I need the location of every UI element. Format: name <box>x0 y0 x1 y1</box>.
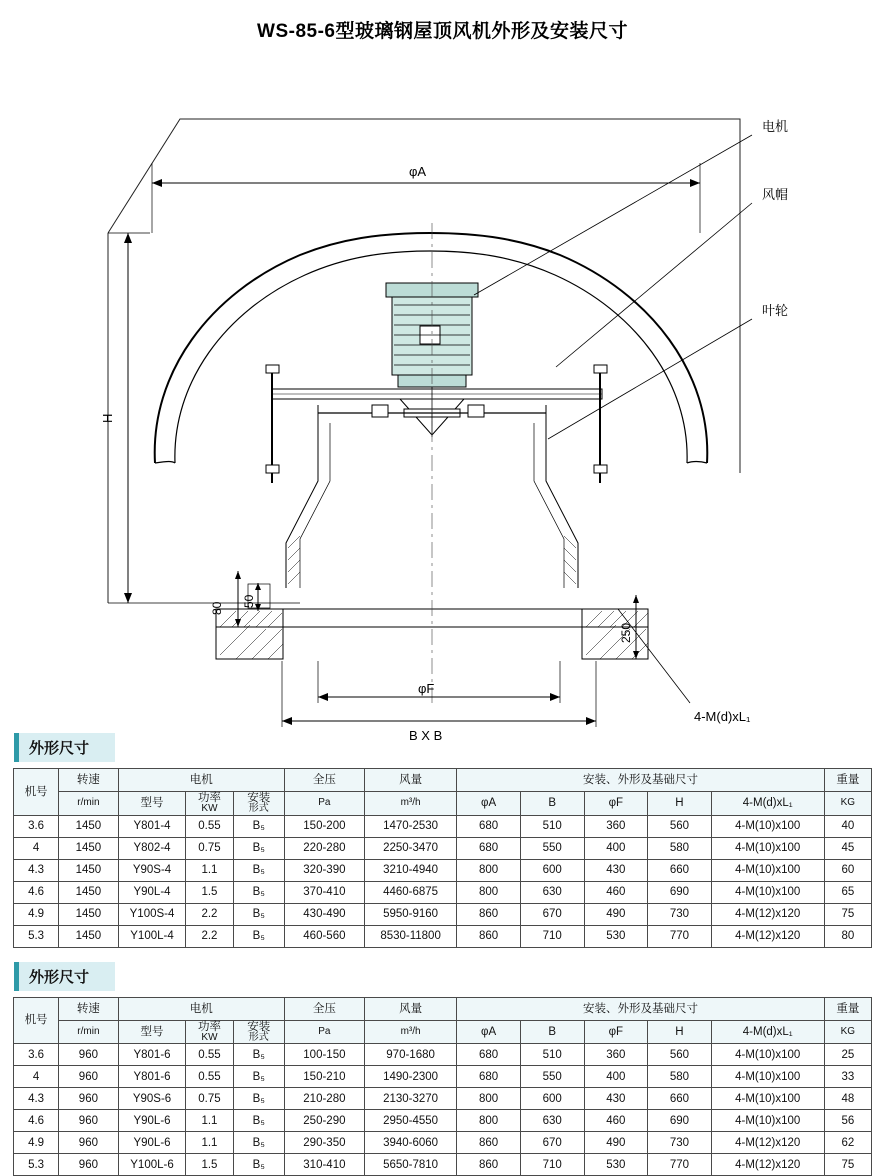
cell-phi-f: 490 <box>584 1132 648 1154</box>
table-row <box>14 859 872 881</box>
th-motor-group: 电机 <box>118 769 284 792</box>
cell-speed: 960 <box>59 1044 119 1066</box>
cell-mount: B₅ <box>233 837 284 859</box>
cell-bolts: 4-M(10)x100 <box>711 837 824 859</box>
cell-bolts: 4-M(10)x100 <box>711 881 824 903</box>
cell-airflow: 2950-4550 <box>364 1110 456 1132</box>
cell-weight: 25 <box>824 1044 871 1066</box>
table-row <box>14 1132 872 1154</box>
th-motor-mount: 安装 形式 <box>233 1020 284 1044</box>
cell-weight: 75 <box>824 903 871 925</box>
cell-h: 770 <box>648 925 712 947</box>
cell-bolts: 4-M(12)x120 <box>711 925 824 947</box>
cell-power: 0.55 <box>186 1066 233 1088</box>
cell-pressure: 150-200 <box>284 815 364 837</box>
th-airflow-unit: m³/h <box>364 1020 456 1044</box>
cell-weight: 33 <box>824 1066 871 1088</box>
cell-mount: B₅ <box>233 1088 284 1110</box>
cell-phi-a: 680 <box>457 1066 521 1088</box>
th-model: 机号 <box>14 769 59 816</box>
cell-power: 2.2 <box>186 925 233 947</box>
cell-model: 4.6 <box>14 1110 59 1132</box>
cell-airflow: 8530-11800 <box>364 925 456 947</box>
cell-b: 670 <box>520 1132 584 1154</box>
cell-weight: 48 <box>824 1088 871 1110</box>
th-motor-type: 型号 <box>118 792 186 816</box>
cell-phi-f: 460 <box>584 881 648 903</box>
cell-model: 5.3 <box>14 1154 59 1176</box>
cell-pressure: 430-490 <box>284 903 364 925</box>
cell-mount: B₅ <box>233 925 284 947</box>
cell-model: 4.9 <box>14 903 59 925</box>
cell-speed: 960 <box>59 1088 119 1110</box>
cell-speed: 960 <box>59 1110 119 1132</box>
cell-phi-a: 860 <box>457 903 521 925</box>
cell-h: 660 <box>648 859 712 881</box>
cell-airflow: 3940-6060 <box>364 1132 456 1154</box>
callout-wind-cap: 风帽 <box>762 187 789 202</box>
th-b: B <box>520 792 584 816</box>
cell-b: 710 <box>520 925 584 947</box>
cell-phi-f: 490 <box>584 903 648 925</box>
cell-type: Y100L-6 <box>118 1154 186 1176</box>
th-airflow: 风量 <box>364 997 456 1020</box>
cell-weight: 40 <box>824 815 871 837</box>
th-bolts: 4-M(d)xL₁ <box>711 1020 824 1044</box>
cell-pressure: 370-410 <box>284 881 364 903</box>
th-motor-type: 型号 <box>118 1020 186 1044</box>
cell-h: 690 <box>648 1110 712 1132</box>
cell-weight: 56 <box>824 1110 871 1132</box>
th-airflow: 风量 <box>364 769 456 792</box>
th-model: 机号 <box>14 997 59 1044</box>
cell-speed: 960 <box>59 1154 119 1176</box>
cell-model: 4 <box>14 1066 59 1088</box>
table-row <box>14 1088 872 1110</box>
cell-mount: B₅ <box>233 1110 284 1132</box>
cell-speed: 960 <box>59 1132 119 1154</box>
table-row <box>14 1110 872 1132</box>
cell-weight: 45 <box>824 837 871 859</box>
cell-power: 1.5 <box>186 1154 233 1176</box>
cell-airflow: 970-1680 <box>364 1044 456 1066</box>
dimension-h: H <box>100 413 115 423</box>
cell-weight: 80 <box>824 925 871 947</box>
cell-speed: 1450 <box>59 859 119 881</box>
table-row <box>14 815 872 837</box>
cell-type: Y90L-4 <box>118 881 186 903</box>
callout-motor: 电机 <box>762 119 789 134</box>
page-title: WS-85-6型玻璃钢屋顶风机外形及安装尺寸 <box>257 21 628 42</box>
cell-type: Y801-6 <box>118 1044 186 1066</box>
cell-pressure: 210-280 <box>284 1088 364 1110</box>
th-motor-power: 功率 KW <box>186 792 233 816</box>
section-2 <box>0 962 885 1176</box>
cell-phi-f: 530 <box>584 925 648 947</box>
th-motor-power: 功率 KW <box>186 1020 233 1044</box>
cell-b: 670 <box>520 903 584 925</box>
th-weight-unit: KG <box>824 792 871 816</box>
cell-pressure: 250-290 <box>284 1110 364 1132</box>
cell-type: Y802-4 <box>118 837 186 859</box>
cell-phi-f: 360 <box>584 815 648 837</box>
cell-h: 660 <box>648 1088 712 1110</box>
cell-type: Y801-6 <box>118 1066 186 1088</box>
cell-phi-a: 800 <box>457 859 521 881</box>
cell-power: 0.55 <box>186 815 233 837</box>
th-phi-a: φA <box>457 1020 521 1044</box>
cell-type: Y90L-6 <box>118 1132 186 1154</box>
cell-speed: 960 <box>59 1066 119 1088</box>
dimension-phi-a: φA <box>409 164 427 179</box>
cell-airflow: 5950-9160 <box>364 903 456 925</box>
cell-speed: 1450 <box>59 881 119 903</box>
table-row <box>14 1066 872 1088</box>
cell-bolts: 4-M(12)x120 <box>711 1154 824 1176</box>
cell-bolts: 4-M(10)x100 <box>711 1066 824 1088</box>
cell-phi-a: 680 <box>457 1044 521 1066</box>
section-heading-1: 外形尺寸 <box>14 733 115 762</box>
spec-table-1 <box>13 768 872 948</box>
th-phi-f: φF <box>584 1020 648 1044</box>
th-motor-group: 电机 <box>118 997 284 1020</box>
th-phi-f: φF <box>584 792 648 816</box>
cell-airflow: 1490-2300 <box>364 1066 456 1088</box>
spec-table-2-body <box>14 1044 872 1176</box>
th-weight: 重量 <box>824 997 871 1020</box>
callout-impeller: 叶轮 <box>762 303 789 318</box>
cell-mount: B₅ <box>233 881 284 903</box>
cell-mount: B₅ <box>233 1066 284 1088</box>
table-row <box>14 881 872 903</box>
cell-weight: 60 <box>824 859 871 881</box>
cell-model: 4.3 <box>14 1088 59 1110</box>
cell-h: 560 <box>648 815 712 837</box>
th-airflow-unit: m³/h <box>364 792 456 816</box>
cell-phi-f: 530 <box>584 1154 648 1176</box>
cell-h: 730 <box>648 1132 712 1154</box>
cell-bolts: 4-M(10)x100 <box>711 1044 824 1066</box>
th-pressure: 全压 <box>284 769 364 792</box>
cell-pressure: 150-210 <box>284 1066 364 1088</box>
cell-type: Y90S-6 <box>118 1088 186 1110</box>
cell-mount: B₅ <box>233 1044 284 1066</box>
dimension-bxb: B X B <box>409 728 443 743</box>
cell-bolts: 4-M(12)x120 <box>711 903 824 925</box>
cell-phi-f: 460 <box>584 1110 648 1132</box>
cell-b: 550 <box>520 1066 584 1088</box>
cell-power: 0.75 <box>186 837 233 859</box>
cell-power: 1.5 <box>186 881 233 903</box>
cell-h: 690 <box>648 881 712 903</box>
table-row <box>14 925 872 947</box>
cell-h: 730 <box>648 903 712 925</box>
cell-bolts: 4-M(10)x100 <box>711 815 824 837</box>
spec-table-1-body <box>14 815 872 947</box>
th-h: H <box>648 1020 712 1044</box>
th-phi-a: φA <box>457 792 521 816</box>
table-row <box>14 1044 872 1066</box>
cell-weight: 75 <box>824 1154 871 1176</box>
th-dims-group: 安装、外形及基础尺寸 <box>457 769 824 792</box>
cell-pressure: 460-560 <box>284 925 364 947</box>
cell-speed: 1450 <box>59 903 119 925</box>
cell-bolts: 4-M(10)x100 <box>711 859 824 881</box>
cell-mount: B₅ <box>233 815 284 837</box>
cell-pressure: 320-390 <box>284 859 364 881</box>
table-row <box>14 903 872 925</box>
cell-airflow: 4460-6875 <box>364 881 456 903</box>
dimension-250: 250 <box>619 622 633 643</box>
cell-b: 600 <box>520 859 584 881</box>
cell-type: Y90L-6 <box>118 1110 186 1132</box>
cell-model: 4.6 <box>14 881 59 903</box>
cell-type: Y100L-4 <box>118 925 186 947</box>
cell-phi-a: 680 <box>457 815 521 837</box>
cell-b: 600 <box>520 1088 584 1110</box>
cell-model: 4 <box>14 837 59 859</box>
cell-model: 4.9 <box>14 1132 59 1154</box>
th-weight-unit: KG <box>824 1020 871 1044</box>
cell-model: 3.6 <box>14 815 59 837</box>
cell-airflow: 5650-7810 <box>364 1154 456 1176</box>
dimension-phi-f: φF <box>418 681 435 696</box>
cell-phi-a: 860 <box>457 1154 521 1176</box>
cell-power: 0.75 <box>186 1088 233 1110</box>
cell-airflow: 3210-4940 <box>364 859 456 881</box>
cell-power: 2.2 <box>186 903 233 925</box>
cell-power: 0.55 <box>186 1044 233 1066</box>
cell-b: 510 <box>520 1044 584 1066</box>
cell-phi-f: 430 <box>584 1088 648 1110</box>
th-speed: 转速 <box>59 997 119 1020</box>
dimension-50: 50 <box>242 594 256 608</box>
cell-pressure: 100-150 <box>284 1044 364 1066</box>
th-h: H <box>648 792 712 816</box>
th-dims-group: 安装、外形及基础尺寸 <box>457 997 824 1020</box>
cell-bolts: 4-M(10)x100 <box>711 1110 824 1132</box>
cell-mount: B₅ <box>233 1132 284 1154</box>
cell-bolts: 4-M(10)x100 <box>711 1088 824 1110</box>
th-motor-mount: 安装 形式 <box>233 792 284 816</box>
section-1 <box>0 733 885 948</box>
cell-weight: 62 <box>824 1132 871 1154</box>
cell-pressure: 310-410 <box>284 1154 364 1176</box>
cell-airflow: 2130-3270 <box>364 1088 456 1110</box>
cell-type: Y801-4 <box>118 815 186 837</box>
cell-mount: B₅ <box>233 1154 284 1176</box>
cell-type: Y90S-4 <box>118 859 186 881</box>
th-speed-unit: r/min <box>59 792 119 816</box>
section-heading-2: 外形尺寸 <box>14 962 115 991</box>
cell-model: 4.3 <box>14 859 59 881</box>
cell-bolts: 4-M(12)x120 <box>711 1132 824 1154</box>
callout-bolt-spec: 4-M(d)xL₁ <box>694 709 751 724</box>
cell-phi-a: 680 <box>457 837 521 859</box>
th-weight: 重量 <box>824 769 871 792</box>
cell-phi-a: 800 <box>457 1088 521 1110</box>
cell-b: 710 <box>520 1154 584 1176</box>
cell-phi-f: 430 <box>584 859 648 881</box>
cell-phi-a: 860 <box>457 1132 521 1154</box>
cell-phi-f: 400 <box>584 1066 648 1088</box>
cell-airflow: 1470-2530 <box>364 815 456 837</box>
cell-phi-f: 360 <box>584 1044 648 1066</box>
cell-phi-f: 400 <box>584 837 648 859</box>
cell-power: 1.1 <box>186 859 233 881</box>
cell-mount: B₅ <box>233 859 284 881</box>
cell-h: 560 <box>648 1044 712 1066</box>
cell-phi-a: 800 <box>457 881 521 903</box>
cell-h: 580 <box>648 1066 712 1088</box>
th-pressure: 全压 <box>284 997 364 1020</box>
cell-power: 1.1 <box>186 1110 233 1132</box>
dimension-80: 80 <box>210 601 224 615</box>
cell-phi-a: 800 <box>457 1110 521 1132</box>
cell-airflow: 2250-3470 <box>364 837 456 859</box>
cell-power: 1.1 <box>186 1132 233 1154</box>
cell-type: Y100S-4 <box>118 903 186 925</box>
th-bolts: 4-M(d)xL₁ <box>711 792 824 816</box>
cell-h: 770 <box>648 1154 712 1176</box>
cell-h: 580 <box>648 837 712 859</box>
cell-b: 550 <box>520 837 584 859</box>
cell-weight: 65 <box>824 881 871 903</box>
th-pressure-unit: Pa <box>284 792 364 816</box>
table-row <box>14 837 872 859</box>
th-speed-unit: r/min <box>59 1020 119 1044</box>
cell-speed: 1450 <box>59 925 119 947</box>
th-b: B <box>520 1020 584 1044</box>
technical-drawing <box>0 43 885 743</box>
table-row <box>14 1154 872 1176</box>
cell-mount: B₅ <box>233 903 284 925</box>
th-speed: 转速 <box>59 769 119 792</box>
cell-phi-a: 860 <box>457 925 521 947</box>
cell-pressure: 220-280 <box>284 837 364 859</box>
cell-model: 5.3 <box>14 925 59 947</box>
cell-model: 3.6 <box>14 1044 59 1066</box>
cell-b: 630 <box>520 881 584 903</box>
cell-pressure: 290-350 <box>284 1132 364 1154</box>
cell-speed: 1450 <box>59 815 119 837</box>
cell-speed: 1450 <box>59 837 119 859</box>
spec-table-2 <box>13 997 872 1176</box>
cell-b: 510 <box>520 815 584 837</box>
th-pressure-unit: Pa <box>284 1020 364 1044</box>
cell-b: 630 <box>520 1110 584 1132</box>
